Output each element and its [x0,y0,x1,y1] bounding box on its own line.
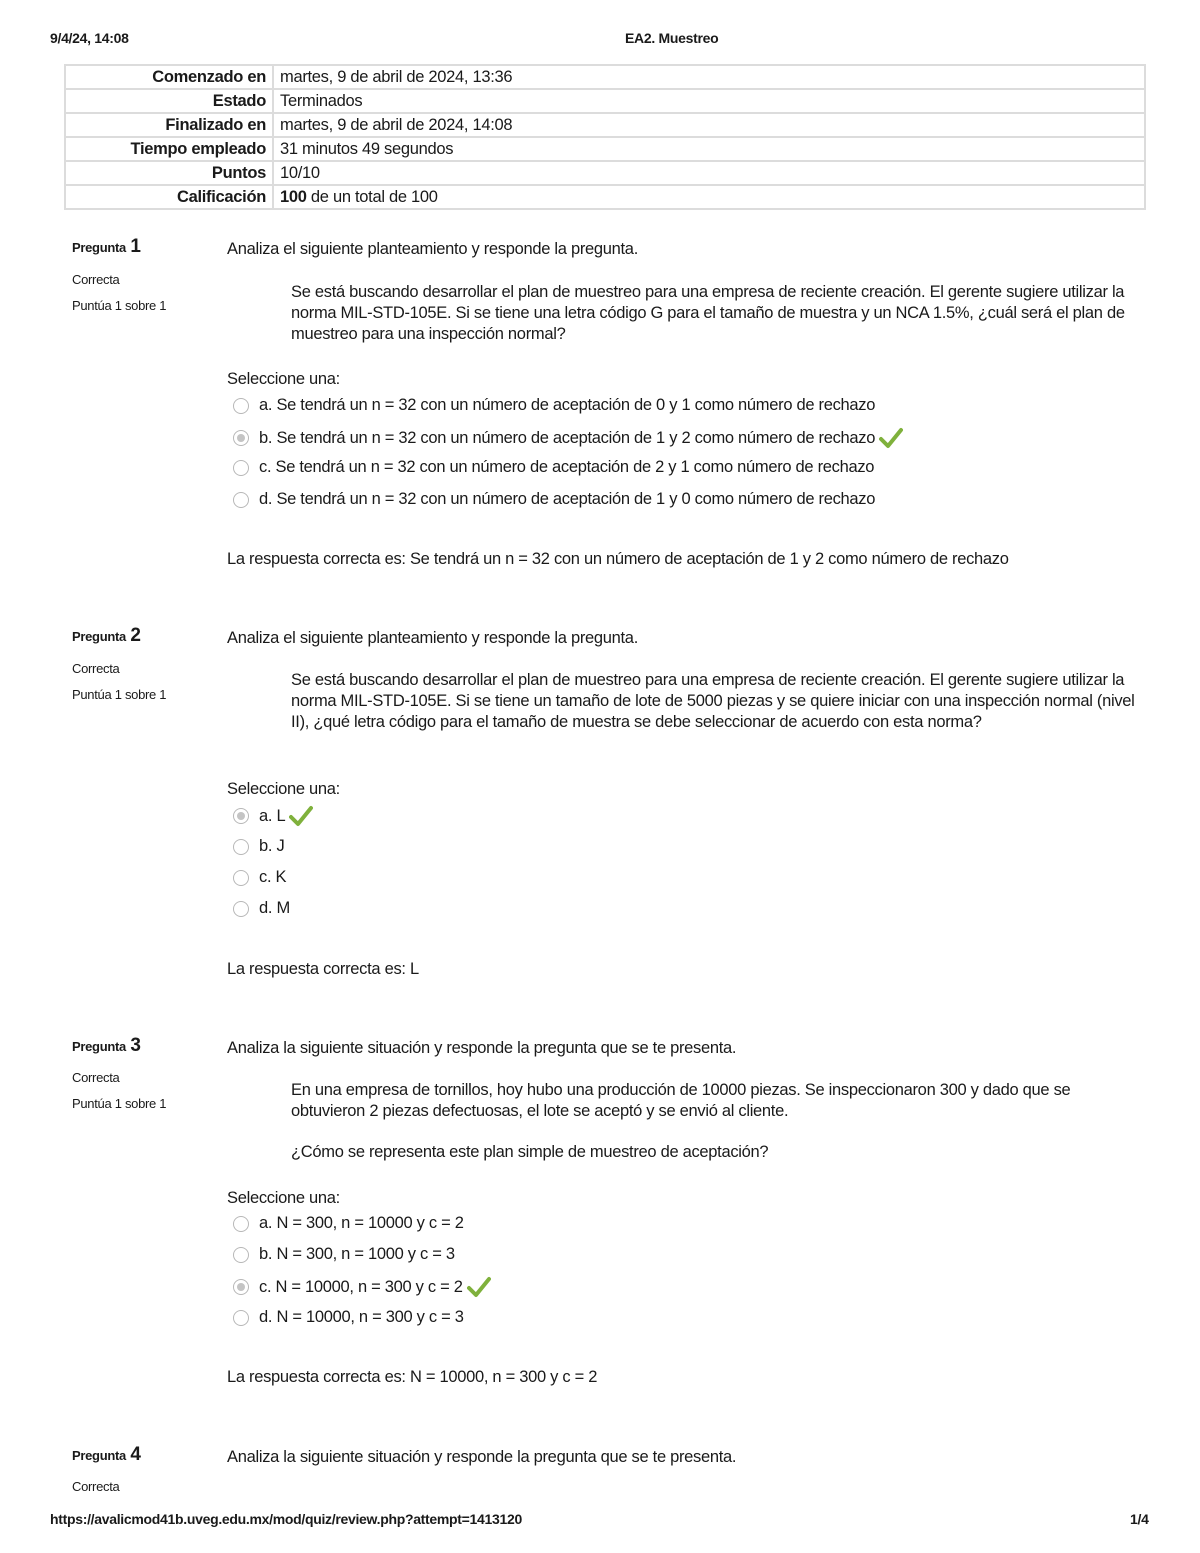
summary-value: martes, 9 de abril de 2024, 13:36 [273,65,1145,89]
summary-row [65,89,1145,113]
option-label: d. N = 10000, n = 300 y c = 3 [259,1308,464,1326]
question-points: Puntúa 1 sobre 1 [72,298,167,313]
option-label: c. N = 10000, n = 300 y c = 2 [259,1277,463,1296]
option-label: d. M [259,899,290,917]
summary-key: Finalizado en [65,113,273,137]
grade-value: 100 [280,187,307,206]
radio-button[interactable] [233,492,249,508]
summary-value: 10/10 [273,161,1145,185]
summary-key: Puntos [65,161,273,185]
question-label: Pregunta [72,1039,126,1054]
question-info [72,625,167,702]
summary-key: Comenzado en [65,65,273,89]
summary-row [65,65,1145,89]
question-label: Pregunta [72,629,126,644]
option-label: b. J [259,837,285,855]
page-url: https://avalicmod41b.uveg.edu.mx/mod/quiz/review.php?attempt=1413120 [50,1511,522,1527]
correct-answer: La respuesta correcta es: L [227,960,419,978]
summary-value: Terminados [273,89,1145,113]
page-title: EA2. Muestreo [625,30,719,46]
attempt-summary-table [64,64,1146,210]
radio-button[interactable] [233,870,249,886]
question-label: Pregunta [72,240,126,255]
option-label: b. N = 300, n = 1000 y c = 3 [259,1245,455,1263]
question-info [72,1035,167,1111]
question-prompt: ¿Cómo se representa este plan simple de muestreo de aceptación? [291,1143,769,1161]
summary-row [65,137,1145,161]
option-a[interactable] [233,396,875,415]
option-b[interactable] [233,1245,455,1264]
question-text: En una empresa de tornillos, hoy hubo una producción de 10000 piezas. Se inspeccionaron 300 y dado que se obtuvieron 2 piezas defectuosas, el lote se aceptó y se envió al cliente. [291,1081,1071,1120]
radio-button-selected[interactable] [233,1279,249,1295]
option-a[interactable] [233,805,313,827]
summary-row [65,113,1145,137]
summary-value [273,185,1145,209]
option-c[interactable] [233,458,874,477]
question-status: Correcta [72,661,120,676]
select-label: Seleccione una: [227,1189,340,1207]
radio-button[interactable] [233,839,249,855]
option-c[interactable] [233,1276,491,1298]
option-label: d. Se tendrá un n = 32 con un número de aceptación de 1 y 0 como número de rechazo [259,490,876,508]
correct-answer: La respuesta correcta es: N = 10000, n = 300 y c = 2 [227,1368,598,1386]
question-status: Correcta [72,272,120,287]
question-number: 1 [130,236,141,257]
select-label: Seleccione una: [227,370,340,388]
question-status: Correcta [72,1479,120,1494]
question-points: Puntúa 1 sobre 1 [72,687,167,702]
option-label: c. Se tendrá un n = 32 con un número de aceptación de 2 y 1 como número de rechazo [259,458,875,476]
question-status: Correcta [72,1070,120,1085]
summary-key: Calificación [65,185,273,209]
check-icon [467,1276,491,1298]
option-d[interactable] [233,1308,464,1327]
radio-button[interactable] [233,460,249,476]
radio-button-selected[interactable] [233,430,249,446]
question-info [72,1444,141,1494]
option-c[interactable] [233,868,286,887]
option-b[interactable] [233,837,284,856]
summary-key: Estado [65,89,273,113]
radio-button[interactable] [233,1247,249,1263]
option-label: a. N = 300, n = 10000 y c = 2 [259,1214,464,1232]
check-icon [289,805,313,827]
radio-button[interactable] [233,1216,249,1232]
print-datetime: 9/4/24, 14:08 [50,30,129,46]
question-number: 4 [130,1444,141,1465]
option-d[interactable] [233,899,290,918]
question-intro: Analiza la siguiente situación y responde la pregunta que se te presenta. [227,1448,737,1466]
summary-key: Tiempo empleado [65,137,273,161]
grade-total: de un total de 100 [306,187,438,206]
option-label: b. Se tendrá un n = 32 con un número de aceptación de 1 y 2 como número de rechazo [259,428,876,447]
option-d[interactable] [233,490,875,509]
summary-row [65,161,1145,185]
radio-button[interactable] [233,398,249,414]
question-points: Puntúa 1 sobre 1 [72,1096,167,1111]
check-icon [879,427,903,449]
summary-value: martes, 9 de abril de 2024, 14:08 [273,113,1145,137]
option-b[interactable] [233,427,903,449]
option-label: c. K [259,868,287,886]
summary-value: 31 minutos 49 segundos [273,137,1145,161]
question-text: Se está buscando desarrollar el plan de muestreo para una empresa de reciente creación. El gerente sugiere utilizar la norma MIL-STD-105E. Si se tiene una letra código G para el tamaño de muestra y un NCA 1.5%, ¿cuál será el plan de muestreo para una inspección normal? [291,283,1125,343]
question-text: Se está buscando desarrollar el plan de muestreo para una empresa de reciente creación. El gerente sugiere utilizar la norma MIL-STD-105E. Si se tiene un tamaño de lote de 5000 piezas y se quiere iniciar con una inspección normal (nivel II), ¿qué letra código para el tamaño de muestra se debe seleccionar de acuerdo con esta norma? [291,671,1135,731]
option-label: a. L [259,806,286,825]
page-number: 1/4 [1130,1511,1149,1527]
option-label: a. Se tendrá un n = 32 con un número de aceptación de 0 y 1 como número de rechazo [259,396,876,414]
correct-answer: La respuesta correcta es: Se tendrá un n = 32 con un número de aceptación de 1 y 2 como número de rechazo [227,550,1009,568]
question-intro: Analiza el siguiente planteamiento y responde la pregunta. [227,240,638,258]
radio-button[interactable] [233,1310,249,1326]
question-label: Pregunta [72,1448,126,1463]
question-number: 2 [130,625,141,646]
radio-button-selected[interactable] [233,808,249,824]
summary-row [65,185,1145,209]
radio-button[interactable] [233,901,249,917]
question-info [72,236,167,313]
option-a[interactable] [233,1214,464,1233]
question-intro: Analiza el siguiente planteamiento y responde la pregunta. [227,629,638,647]
question-intro: Analiza la siguiente situación y responde la pregunta que se te presenta. [227,1039,737,1057]
select-label: Seleccione una: [227,780,340,798]
question-number: 3 [130,1035,141,1056]
